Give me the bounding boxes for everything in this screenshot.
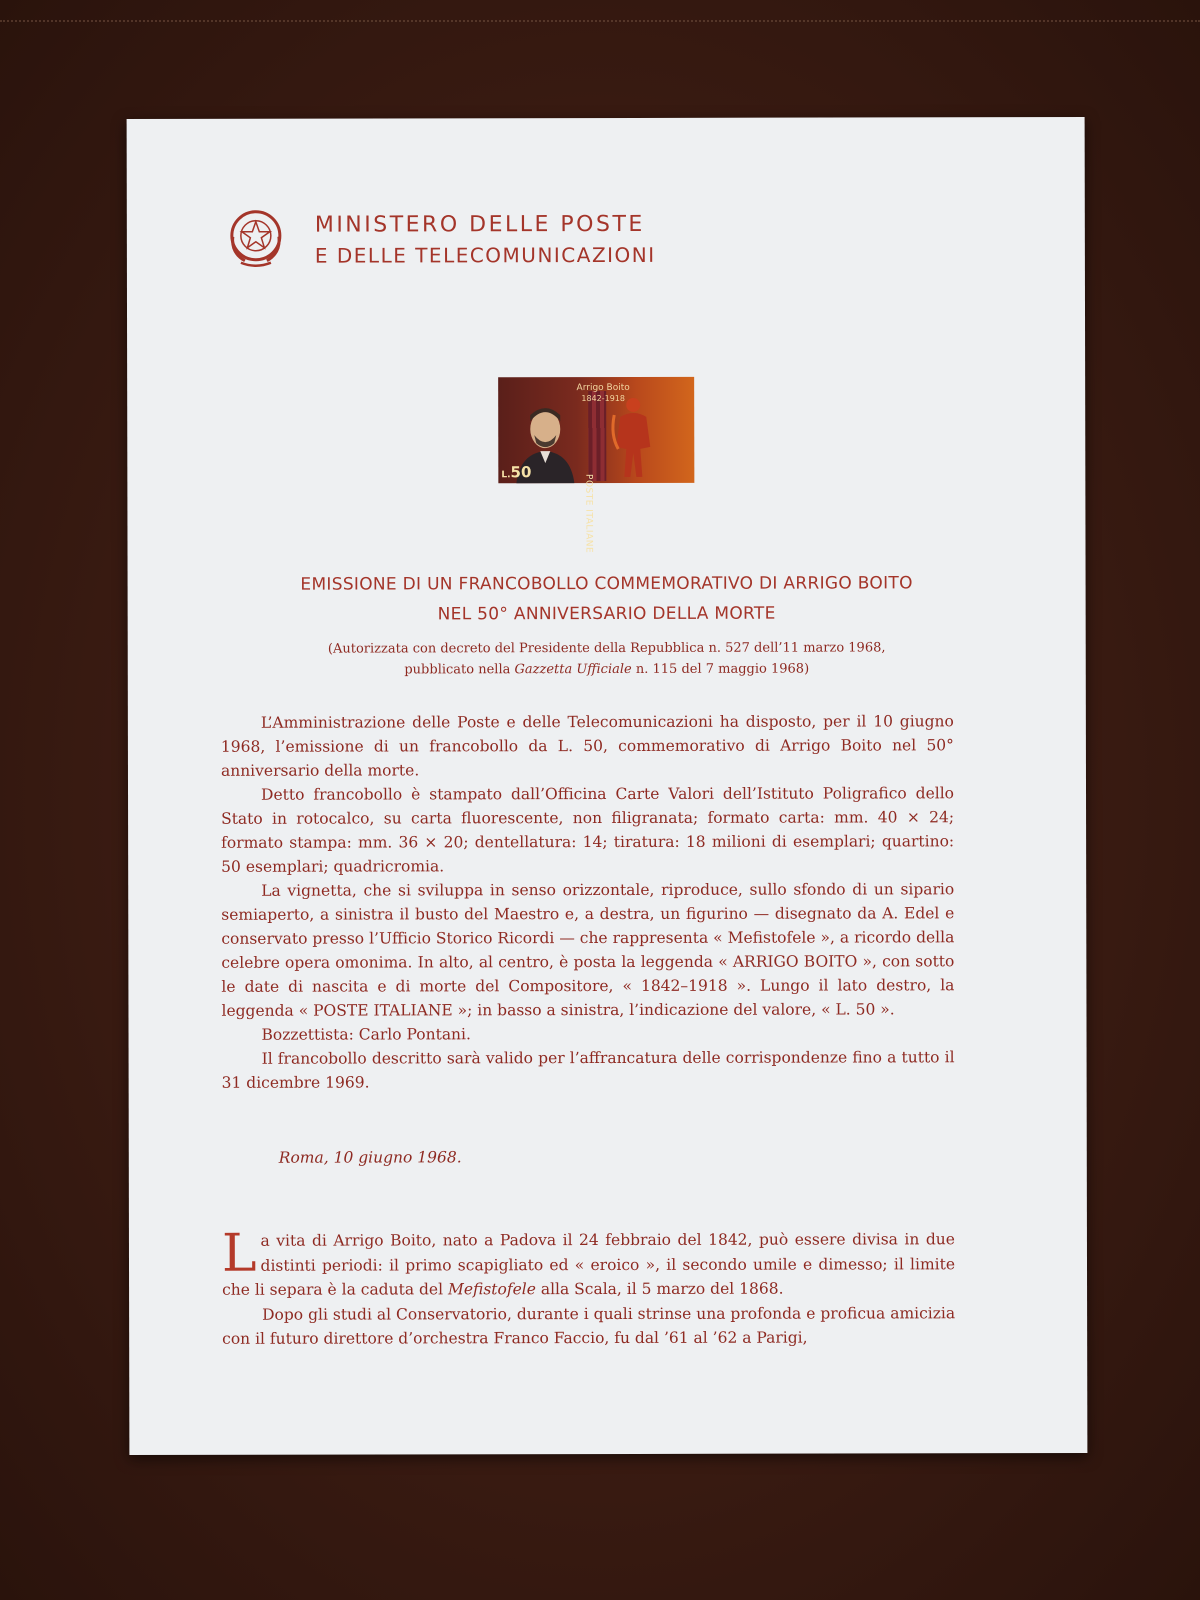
authorization-line-1: (Autorizzata con decreto del Presidente della Repubblica n. 527 dell’11 marzo 1968, [327, 640, 886, 657]
paragraph-technical-specs: Detto francobollo è stampato dall’Officina Carte Valori dell’Istituto Poligrafico dello Stato in rotocalco, su carta fluorescente, non filigranata; formato carta: mm. 40 × 24; formato stampa: mm. 36 × 20; dentellatura: 14; tiratura: 18 milioni di esemplari; quartino: 50 esemplari; quadricromia. [221, 784, 955, 876]
authorization-line-2 [128, 658, 1086, 681]
italian-republic-emblem-icon [227, 207, 285, 269]
paragraph-design-description: La vignetta, che si sviluppa in senso orizzontale, riproduce, sullo sfondo di un sipario semiaperto, a sinistra il busto del Maestro e, a destra, un figurino — disegnato da A. Edel e conservato presso l’Ufficio Storico Ricordi — che rappresenta « Mefistofele », a ricordo della celebre opera omonima. In alto, al centro, è posta la leggenda « ARRIGO BOITO », con sotto le date di nascita e di morte del Compositore, « 1842–1918 ». Lungo il lato destro, la leggenda « POSTE ITALIANE »; in basso a sinistra, l’indicazione del valore, « L. 50 ». [221, 880, 955, 1020]
stamp-value-prefix: L. [501, 470, 511, 481]
biography-text-a: a vita di Arrigo Boito, nato a Padova il 24 febbraio del 1842, può essere divisa in due distinti periodi: il primo scapigliato ed « eroico », il secondo umile e dimesso; il limite che li separa è la caduta del [222, 1230, 956, 1299]
issue-title-line-1: EMISSIONE DI UN FRANCOBOLLO COMMEMORATIVO DI ARRIGO BOITO [300, 573, 913, 595]
stamp-value [501, 463, 531, 481]
ministry-line-2: E DELLE TELECOMUNICAZIONI [314, 242, 656, 268]
biography-paragraph-1 [221, 1223, 956, 1302]
opera-title: Mefistofele [447, 1280, 536, 1299]
ministry-line-1: MINISTERO DELLE POSTE [314, 211, 645, 238]
stamp-dates-label: 1842-1918 [581, 393, 625, 404]
stamp-name-label: Arrigo Boito [576, 382, 630, 394]
gazette-name: Gazzetta Ufficiale [514, 661, 632, 678]
drop-cap: L [221, 1223, 257, 1284]
announcement-body [221, 709, 955, 1095]
authorization-prefix: pubblicato nella [404, 662, 515, 678]
stamp-value-number: 50 [510, 463, 532, 482]
stamp-country-label: POSTE ITALIANE [583, 474, 594, 554]
biography-section [221, 1223, 956, 1351]
paragraph-designer: Bozzettista: Carlo Pontani. [261, 1025, 471, 1044]
paragraph-announcement: L’Amministrazione delle Poste e delle Telecomunicazioni ha disposto, per il 10 giugno 1968, l’emissione di un francobollo da L. 50, commemorativo di Arrigo Boito nel 50° anniversario della morte. [220, 712, 954, 780]
ministry-heading [315, 210, 656, 271]
biography-text-b: alla Scala, il 5 marzo del 1868. [535, 1279, 784, 1299]
biography-paragraph-2: Dopo gli studi al Conservatorio, durante i quali strinse una profonda e proficua amicizia con il futuro direttore d’orchestra Franco Faccio, fu dal ’61 al ’62 a Parigi, [222, 1303, 956, 1348]
authorization-suffix: n. 115 del 7 maggio 1968) [631, 661, 810, 677]
mefistofele-figure-icon [610, 393, 656, 479]
postage-stamp [498, 377, 694, 554]
issue-title-line-2: NEL 50° ANNIVERSARIO DELLA MORTE [437, 603, 776, 625]
stamp-curtain [588, 391, 606, 481]
paragraph-validity: Il francobollo descritto sarà valido per l’affrancatura delle corrispondenze fino a tutto il 31 dicembre 1969. [221, 1048, 955, 1092]
document-sheet [127, 117, 1088, 1455]
place-date-signoff: Roma, 10 giugno 1968. [278, 1148, 462, 1167]
leather-stitching [0, 0, 1200, 22]
